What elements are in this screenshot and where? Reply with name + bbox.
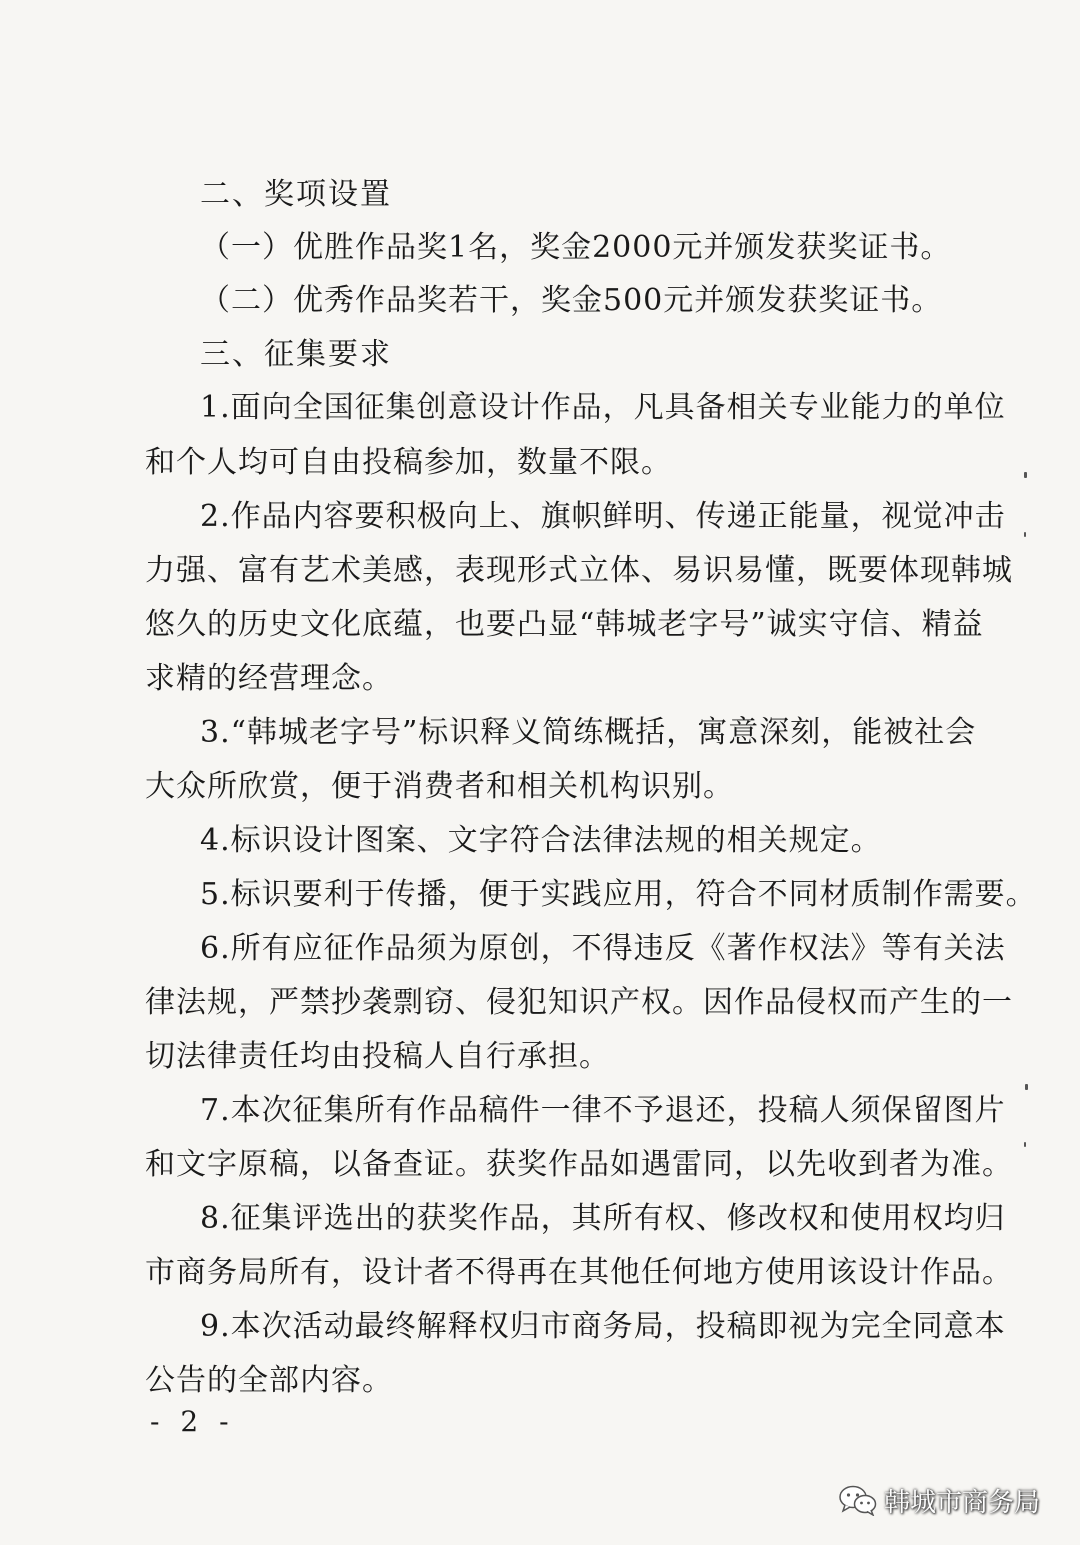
paragraph-line: 5.标识要利于传播，便于实践应用，符合不同材质制作需要。 (200, 877, 1037, 912)
paragraph-line: 和个人均可自由投稿参加，数量不限。 (145, 445, 672, 480)
section-heading-awards: 二、奖项设置 (200, 177, 392, 212)
paragraph-line: 8.征集评选出的获奖作品，其所有权、修改权和使用权均归 (200, 1201, 1006, 1236)
paragraph-line: 9.本次活动最终解释权归市商务局，投稿即视为完全同意本 (200, 1309, 1006, 1344)
paragraph-line: 悠久的历史文化底蕴，也要凸显“韩城老字号”诚实守信、精益 (145, 607, 984, 642)
watermark (838, 1480, 1040, 1520)
paragraph-line: 市商务局所有，设计者不得再在其他任何地方使用该设计作品。 (145, 1255, 1013, 1290)
paragraph-line: 3.“韩城老字号”标识释义简练概括，寓意深刻，能被社会 (200, 715, 977, 750)
paragraph-line: 和文字原稿，以备查证。获奖作品如遇雷同，以先收到者为准。 (145, 1147, 1013, 1182)
scan-speck (1024, 1142, 1026, 1147)
watermark-text: 韩城市商务局 (884, 1487, 1041, 1518)
paragraph-line: 公告的全部内容。 (145, 1363, 393, 1398)
paragraph-line: （二）优秀作品奖若干，奖金500元并颁发获奖证书。 (200, 283, 943, 318)
paragraph-line: 2.作品内容要积极向上、旗帜鲜明、传递正能量，视觉冲击 (200, 499, 1006, 534)
paragraph-line: 律法规，严禁抄袭剽窃、侵犯知识产权。因作品侵权而产生的一 (145, 985, 1013, 1020)
scan-speck (1024, 532, 1026, 537)
scan-speck (1025, 1084, 1028, 1090)
paragraph-line: 切法律责任均由投稿人自行承担。 (145, 1039, 610, 1074)
page-number: - 2 - (150, 1405, 235, 1438)
wechat-icon (838, 1484, 878, 1516)
paragraph-line: 6.所有应征作品须为原创，不得违反《著作权法》等有关法 (200, 931, 1006, 966)
paragraph-line: 1.面向全国征集创意设计作品，凡具备相关专业能力的单位 (200, 390, 1006, 425)
paragraph-line: （一）优胜作品奖1名，奖金2000元并颁发获奖证书。 (200, 230, 952, 265)
paragraph-line: 7.本次征集所有作品稿件一律不予退还，投稿人须保留图片 (200, 1093, 1006, 1128)
paragraph-line: 4.标识设计图案、文字符合法律法规的相关规定。 (200, 823, 882, 858)
paragraph-line: 大众所欣赏，便于消费者和相关机构识别。 (145, 769, 734, 804)
paragraph-line: 力强、富有艺术美感，表现形式立体、易识易懂，既要体现韩城 (145, 553, 1013, 588)
paragraph-line: 求精的经营理念。 (145, 661, 393, 696)
scan-speck (1024, 472, 1027, 478)
section-heading-requirements: 三、征集要求 (200, 337, 392, 372)
